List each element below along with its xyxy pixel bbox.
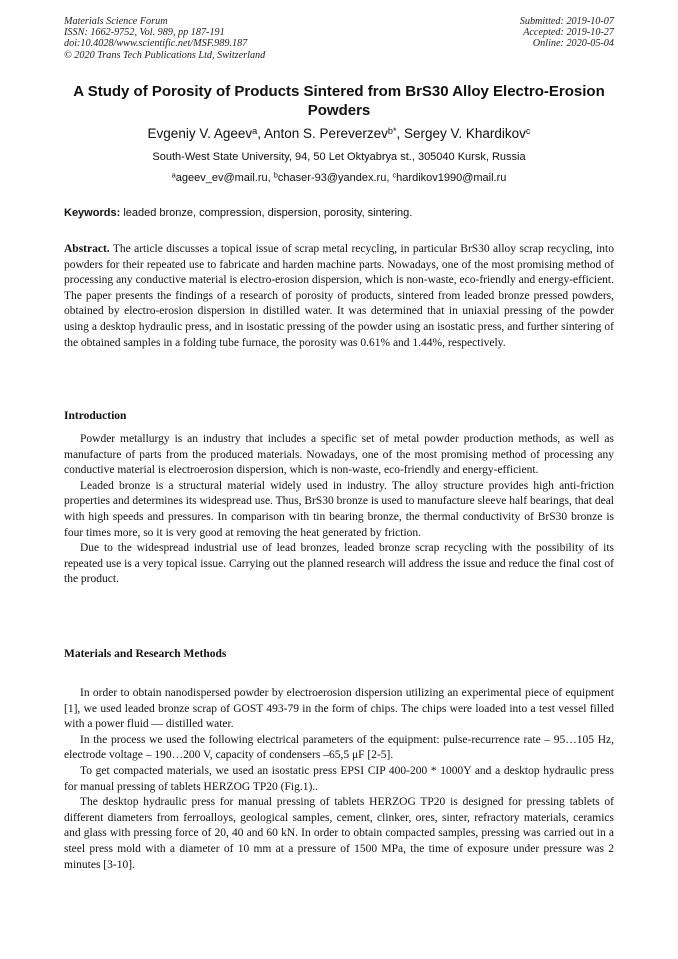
keywords-text: leaded bronze, compression, dispersion, porosity, sintering.: [123, 207, 413, 219]
methods-body: [64, 686, 614, 873]
email-list: [64, 172, 614, 185]
issn-line: ISSN: 1662-9752, Vol. 989, pp 187-191: [64, 27, 225, 39]
author-affil-mark: c: [525, 125, 531, 136]
doi-line: doi:10.4028/www.scientific.net/MSF.989.187: [64, 38, 248, 50]
abstract: [64, 242, 614, 351]
author-name: Sergey V. Khardikov: [404, 126, 526, 141]
author-affil-mark: b*: [387, 125, 397, 136]
copyright-line: © 2020 Trans Tech Publications Ltd, Switzerland: [64, 49, 266, 61]
paragraph: Leaded bronze is a structural material widely used in industry. The alloy structure provides high anti-friction properties and determines its widespread use. Thus, BrS30 bronze is used to manufacture sleeve half bearings, that deal with high speeds and pressures. In comparison with tin bearing bronze, the thermal conductivity of BrS30 bronze is four times more, so it is very good at removing the heat generated by friction.: [64, 479, 614, 539]
author-separator: ,: [396, 126, 405, 141]
section-heading-introduction: Introduction: [64, 410, 127, 422]
keywords: [64, 207, 614, 220]
keywords-label: Keywords:: [64, 207, 121, 219]
email-address[interactable]: ageev_ev@mail.ru: [175, 172, 268, 184]
email-separator: ,: [386, 172, 393, 184]
paper-title: A Study of Porosity of Products Sintered from BrS30 Alloy Electro-Erosion Powders: [73, 83, 605, 119]
author-separator: ,: [257, 126, 265, 141]
email-mark: b: [273, 170, 278, 180]
section-heading-methods: Materials and Research Methods: [64, 648, 227, 660]
email-mark: a: [171, 170, 176, 180]
journal-name: Materials Science Forum: [64, 16, 168, 27]
paragraph: In order to obtain nanodispersed powder by electroerosion dispersion utilizing an experimental piece of equipment [1], we used leaded bronze scrap of GOST 493-79 in the form of chips. The chips were loaded into a test vessel filled with a power fluid — distilled water.: [64, 687, 614, 731]
author-affil-mark: a: [252, 125, 258, 136]
paragraph: Due to the widespread industrial use of lead bronzes, leaded bronze scrap recycling with the possibility of its repeated use is a very topical issue. Carrying out the planned research will address the issue and reduce the final cost of the product.: [64, 542, 614, 586]
journal-info: [64, 16, 265, 61]
submitted-date: Submitted: 2019-10-07: [519, 16, 614, 27]
author-name: Evgeniy V. Ageev: [147, 126, 253, 141]
accepted-date: Accepted: 2019-10-27: [523, 27, 614, 39]
affiliation: South-West State University, 94, 50 Let Oktyabrya st., 305040 Kursk, Russia: [152, 151, 526, 163]
email-mark: c: [392, 170, 397, 180]
abstract-text: The article discusses a topical issue of scrap metal recycling, in particular BrS30 alloy scrap recycling, into powders for their repeated use to fabricate and harden machine parts. Nowadays, one of the most promising method of processing any conductive material is electro-erosion dispersion, which is non-waste, eco-friendly and energy-efficient. The paper presents the findings of a research of porosity of products, sintered from leaded bronze pressed powders, obtained by electro-erosion dispersion in distilled water. It was determined that in uniaxial pressing of the powder using a desktop hydraulic press, and in isostatic pressing of the powder using an isostatic press, and further sintering of the obtained samples in a folding tube furnace, the porosity was 0.61% and 1.44%, respectively.: [64, 243, 615, 349]
paragraph: The desktop hydraulic press for manual pressing of tablets HERZOG TP20 is designed for pressing tablets of different diameters from ferroalloys, geological samples, cement, clinker, ores, sinter, refractory materials, ceramics and glass with pressing force of 20, 40 and 60 kN. In order to obtain compacted samples, pressing was carried out in a steel press mold with a diameter of 10 mm at a pressure of 1500 MPa, the time of exposure under pressure was 2 minutes [3-10].: [64, 796, 614, 871]
paragraph: Powder metallurgy is an industry that includes a specific set of metal powder production methods, as well as manufacture of parts from the produced materials. Nowadays, one of the most promising method of processing any conductive material is electroerosion dispersion, which is non-waste, eco-friendly and energy-efficient.: [64, 433, 614, 477]
paragraph: To get compacted materials, we used an isostatic press EPSI CIP 400-200 * 1000Y and a desktop hydraulic press for manual pressing of tablets HERZOG TP20 (Fig.1)..: [64, 764, 614, 793]
introduction-body: [64, 432, 614, 588]
email-separator: ,: [267, 172, 274, 184]
abstract-label: Abstract.: [64, 243, 110, 255]
email-address[interactable]: hardikov1990@mail.ru: [396, 172, 507, 184]
email-address[interactable]: chaser-93@yandex.ru: [277, 172, 387, 184]
online-date: Online: 2020-05-04: [532, 38, 614, 50]
paragraph: In the process we used the following electrical parameters of the equipment: pulse-recurrence rate – 95…105 Hz, electrode voltage – 190…200 V, capacity of condensers –65,5 μF [2-5].: [64, 733, 614, 762]
author-name: Anton S. Pereverzev: [264, 126, 388, 141]
submission-dates: [520, 16, 614, 50]
author-list: [64, 126, 614, 142]
